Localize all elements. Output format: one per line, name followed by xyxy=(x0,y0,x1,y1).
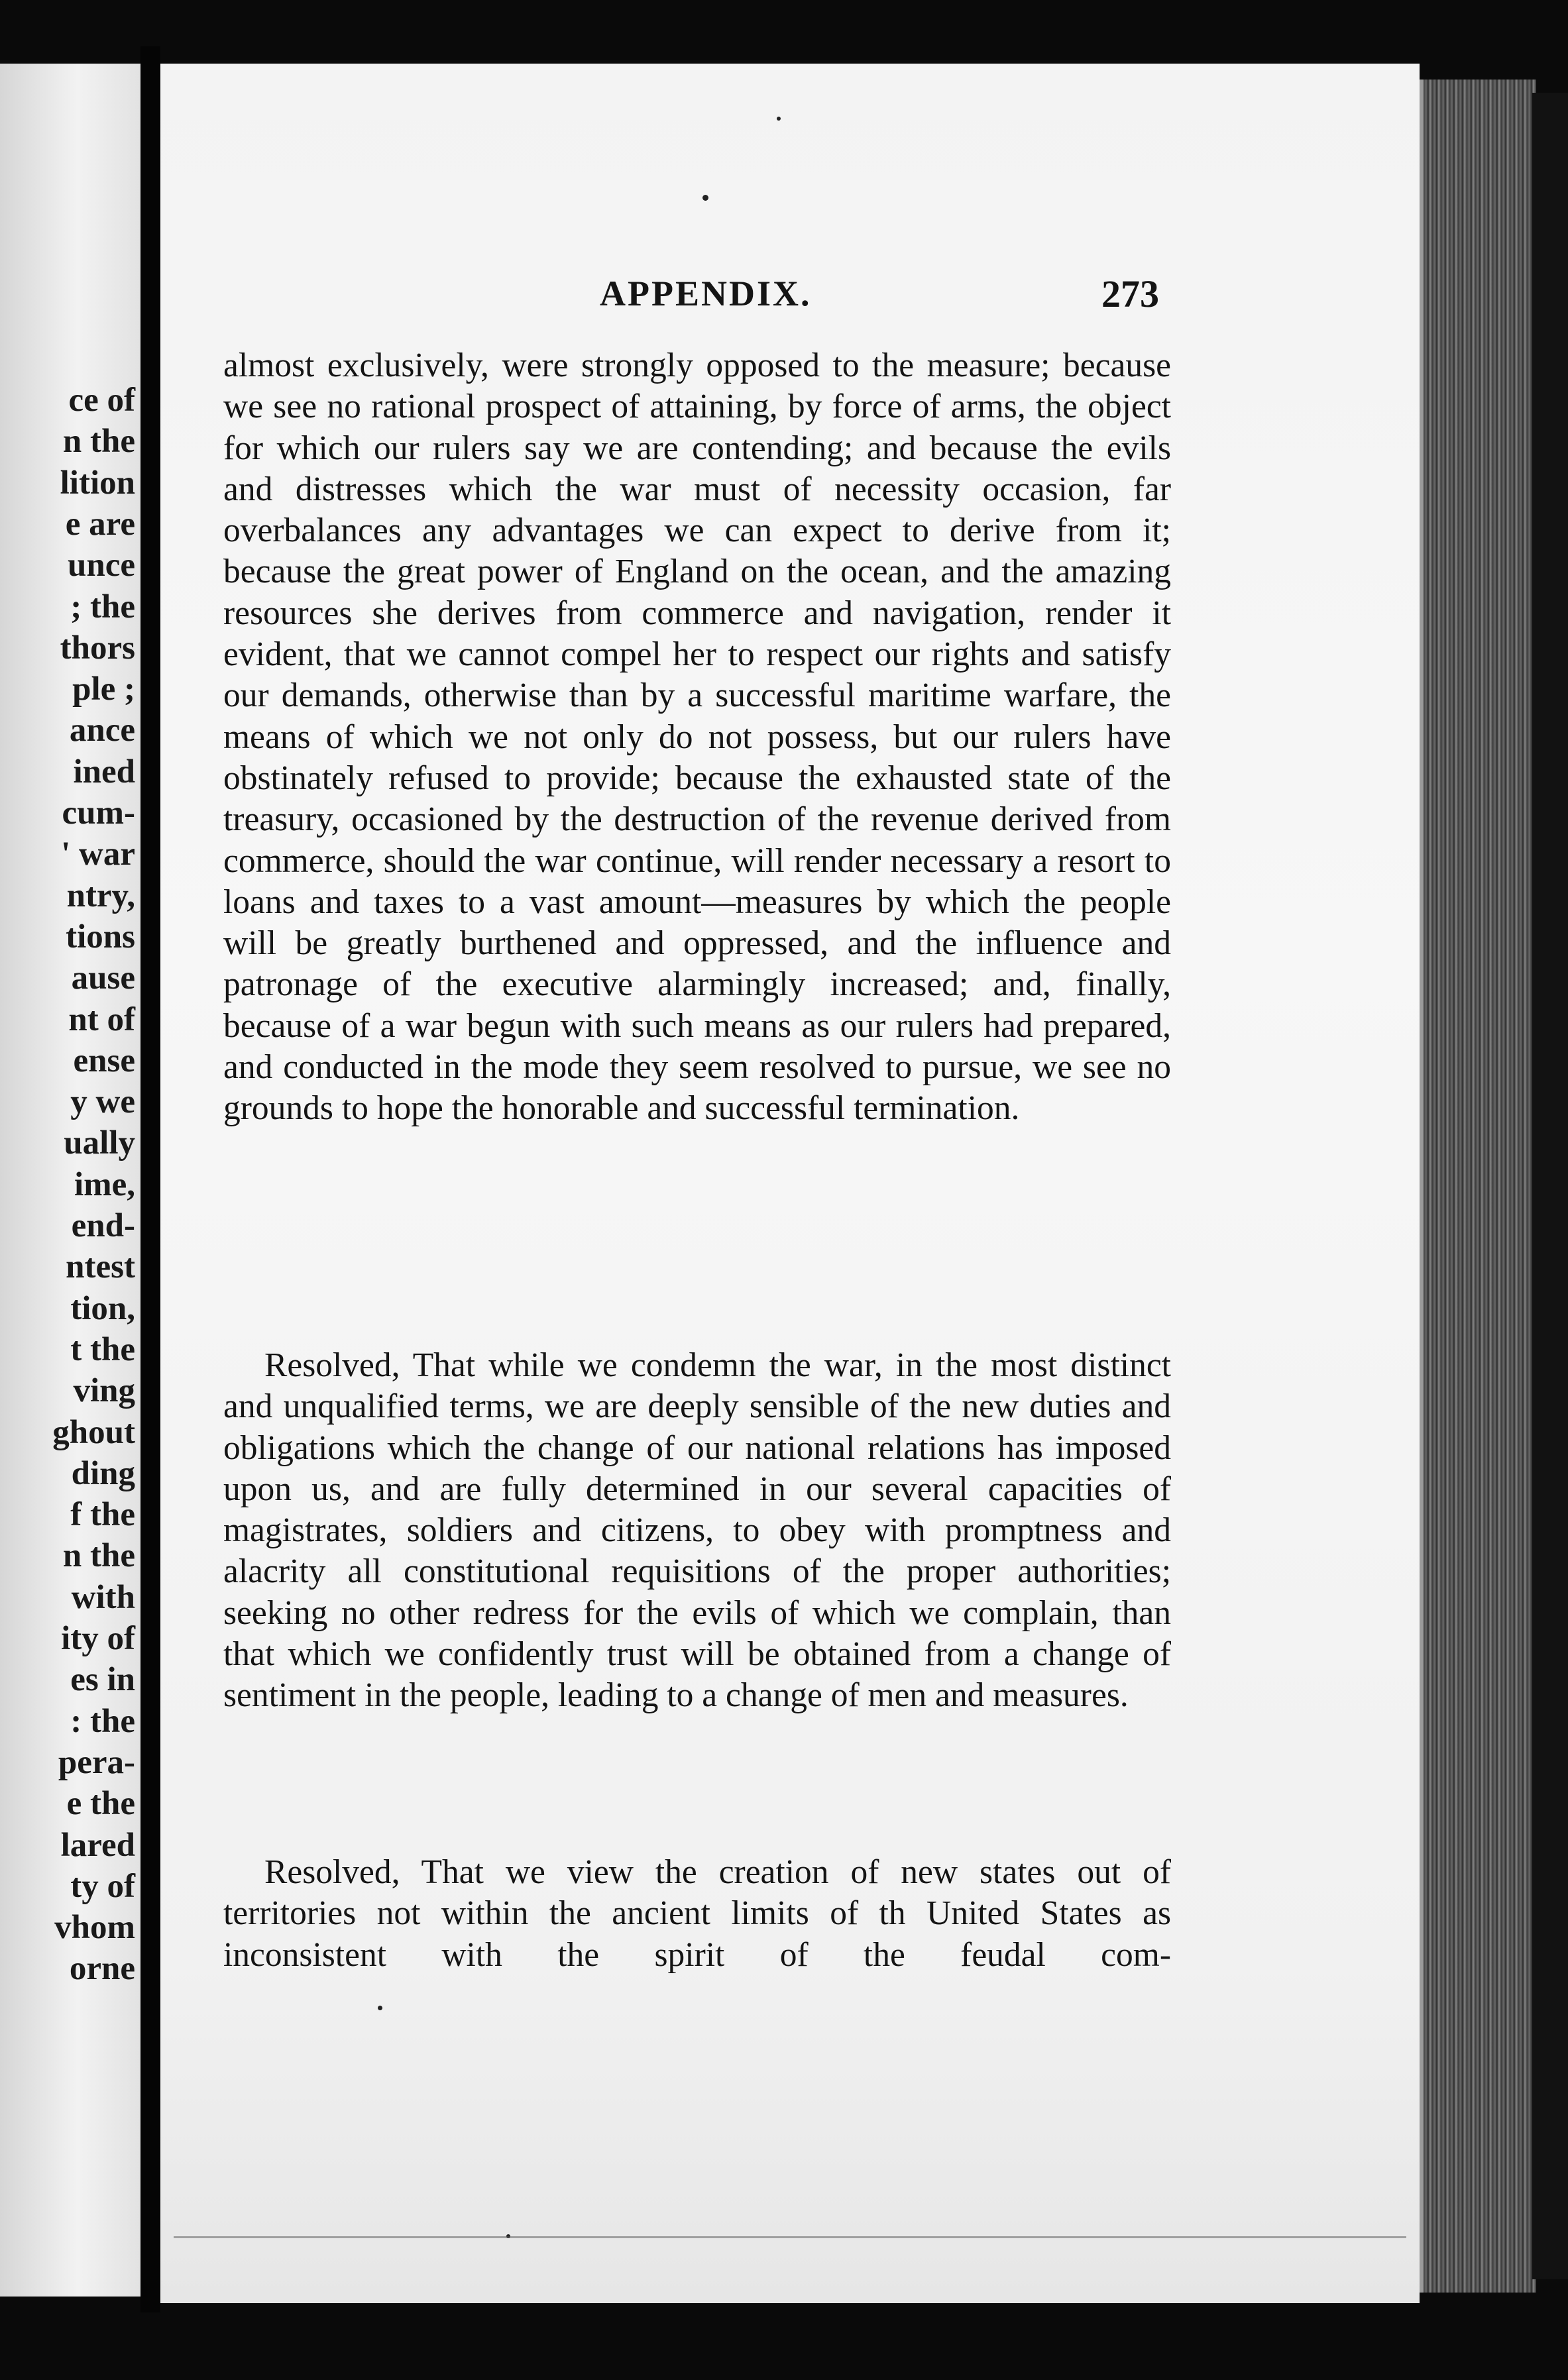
facing-page-line-fragment: es in xyxy=(70,1661,135,1699)
facing-page-left xyxy=(0,64,140,2297)
facing-page-line-fragment: ually xyxy=(64,1124,135,1162)
facing-page-line-fragment: ving xyxy=(73,1372,135,1410)
running-head: APPENDIX. xyxy=(600,274,812,313)
facing-page-line-fragment: thors xyxy=(60,629,135,667)
facing-page-line-fragment: t the xyxy=(70,1330,135,1368)
facing-page-line-fragment: y we xyxy=(70,1083,135,1121)
ink-speck xyxy=(702,195,708,201)
ink-speck xyxy=(777,117,781,121)
facing-page-line-fragment: lared xyxy=(60,1826,135,1864)
page-edge-stack xyxy=(1420,80,1536,2293)
facing-page-line-fragment: ' war xyxy=(61,836,135,873)
facing-page-line-fragment: ime, xyxy=(74,1165,135,1203)
facing-page-line-fragment: pera- xyxy=(58,1743,135,1781)
facing-page-line-fragment: f the xyxy=(70,1496,135,1534)
page-bottom-edge xyxy=(174,2236,1406,2238)
facing-page-line-fragment: ce of xyxy=(68,382,135,419)
facing-page-line-fragment: ined xyxy=(73,753,135,790)
facing-page-line-fragment: ntest xyxy=(66,1248,135,1286)
facing-page-line-fragment: cum- xyxy=(62,794,135,832)
page-number: 273 xyxy=(1101,272,1159,315)
facing-page-line-fragment: ntry, xyxy=(66,877,135,914)
facing-page-line-fragment: tion, xyxy=(70,1289,135,1327)
facing-page-line-fragment: ghout xyxy=(52,1413,135,1451)
facing-page-line-fragment: ding xyxy=(71,1454,135,1492)
facing-page-line-fragment: ause xyxy=(71,959,135,997)
facing-page-line-fragment: ty of xyxy=(70,1867,135,1905)
facing-page-line-fragment: n the xyxy=(62,423,135,460)
body-paragraph-3: Resolved, That we view the creation of new states out of territories not within the ancient limits of th United States as inconsistent with the spirit of the feudal com- xyxy=(223,1853,1171,1974)
facing-page-line-fragment: with xyxy=(71,1578,135,1616)
facing-page-line-fragment: ance xyxy=(69,712,135,749)
facing-page-line-fragment: nt of xyxy=(68,1001,135,1038)
facing-page-line-fragment: ple ; xyxy=(72,671,135,708)
facing-page-line-fragment: orne xyxy=(69,1950,135,1988)
facing-page-line-fragment: e are xyxy=(65,505,135,543)
facing-page-line-fragment: ense xyxy=(73,1042,135,1079)
facing-page-line-fragment: vhom xyxy=(54,1909,135,1947)
book-gutter xyxy=(140,46,160,2312)
facing-page-line-fragment: e the xyxy=(66,1785,135,1823)
facing-page-line-fragment: ; the xyxy=(70,588,135,625)
body-paragraph-1: almost exclusively, were strongly opposed to the measure; because we see no rational prospect of attaining, by force of arms, the object for which our rulers say we are contending; and because the evils and distresses which the war must of necessity occasion, far overbalances any advantages we can expect to derive from it; because the great power of England on the ocean, and the amazing resources she derives from commerce and navigation, render it evident, that we cannot compel her to respect our rights and satisfy our demands, otherwise than by a successful maritime warfare, the means of which we not only do not possess, but our rulers have obstinately refused to provide; because the exhausted state of the treasury, occasioned by the destruction of the revenue derived from commerce, should the war continue, will render necessary a resort to loans and taxes to a vast amount—measures by which the people will be greatly burthened and oppressed, and the influence and patronage of the executive alarmingly increased; and, finally, because of a war begun with such means as our rulers had prepared, and conducted in the mode they seem resolved to pursue, we see no grounds to hope the honorable and successful termination. xyxy=(223,347,1171,1128)
facing-page-line-fragment: lition xyxy=(60,464,135,502)
facing-page-line-fragment: end- xyxy=(71,1207,135,1244)
facing-page-line-fragment: n the xyxy=(62,1537,135,1575)
ink-speck xyxy=(378,2006,382,2010)
facing-page-line-fragment: : the xyxy=(70,1702,135,1740)
facing-page-line-fragment: tions xyxy=(66,918,135,955)
page-edge-shadow xyxy=(1532,93,1568,2279)
facing-page-line-fragment: unce xyxy=(68,547,135,584)
facing-page-line-fragment: ity of xyxy=(61,1620,135,1657)
body-paragraph-2: Resolved, That while we condemn the war, in the most distinct and unqualified terms, we are deeply sensible of the new duties and obligations which the change of our national relations has imposed upon us, and are fully determined in our several capacities of magistrates, soldiers and citizens, to obey with promptness and alacrity all constitutional requisitions of the proper authorities; seeking no other redress for the evils of which we complain, than that which we confidently trust will be obtained from a change of sentiment in the people, leading to a change of men and measures. xyxy=(223,1346,1171,1715)
